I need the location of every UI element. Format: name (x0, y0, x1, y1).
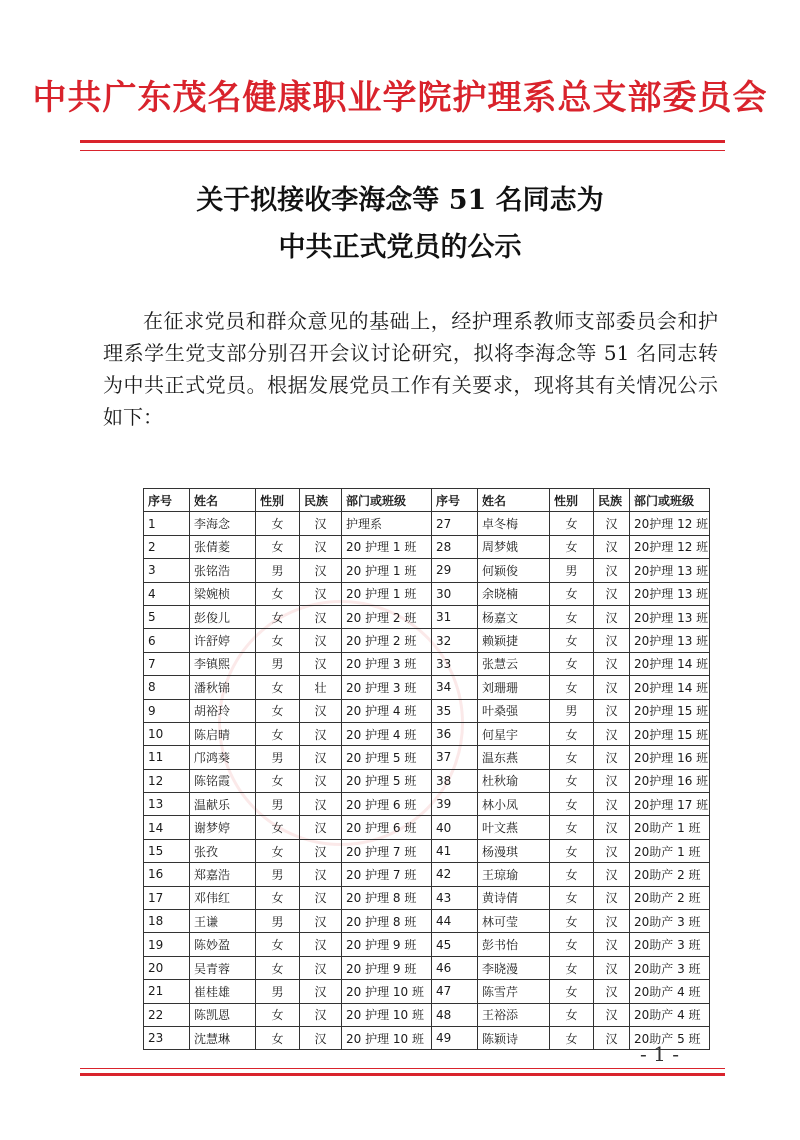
table-cell: 女 (550, 839, 594, 862)
table-cell: 王琼瑜 (478, 863, 550, 886)
table-row (144, 605, 710, 628)
table-cell: 卓冬梅 (478, 512, 550, 535)
table-cell: 20 护理 3 班 (342, 652, 432, 675)
table-cell: 20 护理 10 班 (342, 1026, 432, 1049)
table-cell: 女 (550, 629, 594, 652)
table-cell: 女 (550, 746, 594, 769)
table-cell: 郑嘉浩 (190, 863, 256, 886)
table-cell: 20 护理 4 班 (342, 699, 432, 722)
table-cell: 女 (550, 793, 594, 816)
table-cell: 温东燕 (478, 746, 550, 769)
table-cell: 20 护理 10 班 (342, 980, 432, 1003)
table-cell: 4 (144, 582, 190, 605)
table-cell: 女 (256, 769, 300, 792)
table-cell: 彭书怡 (478, 933, 550, 956)
table-cell: 女 (550, 722, 594, 745)
table-cell: 20 护理 6 班 (342, 793, 432, 816)
table-cell: 黄诗倩 (478, 886, 550, 909)
table-cell: 女 (256, 699, 300, 722)
table-cell: 汉 (300, 839, 342, 862)
table-cell: 何颖俊 (478, 559, 550, 582)
table-row (144, 676, 710, 699)
column-header: 姓名 (190, 489, 256, 512)
table-cell: 汉 (300, 559, 342, 582)
header-rule-thick (80, 140, 725, 143)
table-cell: 20护理 16 班 (630, 769, 710, 792)
table-body (144, 512, 710, 1050)
table-cell: 女 (550, 535, 594, 558)
table-cell: 男 (256, 910, 300, 933)
table-cell: 女 (256, 676, 300, 699)
table-cell: 47 (432, 980, 478, 1003)
table-row (144, 535, 710, 558)
table-cell: 38 (432, 769, 478, 792)
table-cell: 杨漫琪 (478, 839, 550, 862)
table-cell: 女 (256, 605, 300, 628)
footer-rule-thick (80, 1073, 725, 1076)
table-row (144, 1026, 710, 1049)
table-cell: 汉 (594, 910, 630, 933)
table-cell: 女 (550, 910, 594, 933)
table-cell: 20助产 1 班 (630, 816, 710, 839)
table-cell: 女 (256, 886, 300, 909)
table-cell: 20护理 14 班 (630, 676, 710, 699)
table-cell: 17 (144, 886, 190, 909)
table-cell: 20助产 3 班 (630, 933, 710, 956)
table-cell: 41 (432, 839, 478, 862)
column-header: 性别 (256, 489, 300, 512)
table-cell: 汉 (300, 629, 342, 652)
table-cell: 汉 (594, 605, 630, 628)
table-cell: 梁婉桢 (190, 582, 256, 605)
table-cell: 叶文燕 (478, 816, 550, 839)
table-cell: 张铭浩 (190, 559, 256, 582)
table-cell: 20 护理 7 班 (342, 839, 432, 862)
table-cell: 48 (432, 1003, 478, 1026)
table-row (144, 1003, 710, 1026)
table-cell: 46 (432, 956, 478, 979)
table-cell: 谢梦婷 (190, 816, 256, 839)
table-cell: 汉 (300, 1003, 342, 1026)
table-cell: 20 护理 1 班 (342, 559, 432, 582)
table-row (144, 816, 710, 839)
table-cell: 8 (144, 676, 190, 699)
table-cell: 33 (432, 652, 478, 675)
column-header: 部门或班级 (630, 489, 710, 512)
table-cell: 20护理 12 班 (630, 535, 710, 558)
table-cell: 女 (256, 839, 300, 862)
table-row (144, 886, 710, 909)
table-cell: 女 (550, 956, 594, 979)
header-rule-thin (80, 150, 725, 151)
table-cell: 王裕添 (478, 1003, 550, 1026)
table-cell: 汉 (594, 629, 630, 652)
table-cell: 女 (550, 863, 594, 886)
table-cell: 12 (144, 769, 190, 792)
table-cell: 女 (256, 512, 300, 535)
table-cell: 男 (256, 863, 300, 886)
table-cell: 20 护理 5 班 (342, 769, 432, 792)
table-cell: 20 护理 10 班 (342, 1003, 432, 1026)
table-cell: 女 (550, 886, 594, 909)
table-cell: 35 (432, 699, 478, 722)
table-cell: 张倩菱 (190, 535, 256, 558)
table-cell: 汉 (300, 746, 342, 769)
table-cell: 汉 (300, 956, 342, 979)
table-cell: 20护理 13 班 (630, 629, 710, 652)
table-row (144, 933, 710, 956)
table-cell: 10 (144, 722, 190, 745)
table-row (144, 793, 710, 816)
table-cell: 张慧云 (478, 652, 550, 675)
table-cell: 32 (432, 629, 478, 652)
column-header: 部门或班级 (342, 489, 432, 512)
table-cell: 汉 (594, 676, 630, 699)
table-cell: 赖颖捷 (478, 629, 550, 652)
table-cell: 陈颖诗 (478, 1026, 550, 1049)
table-cell: 20护理 13 班 (630, 582, 710, 605)
column-header: 性别 (550, 489, 594, 512)
table-cell: 李晓漫 (478, 956, 550, 979)
table-cell: 汉 (594, 699, 630, 722)
table-cell: 女 (550, 1026, 594, 1049)
table-cell: 沈慧琳 (190, 1026, 256, 1049)
table-cell: 男 (256, 980, 300, 1003)
table-cell: 20 护理 7 班 (342, 863, 432, 886)
table-cell: 汉 (594, 816, 630, 839)
table-cell: 5 (144, 605, 190, 628)
table-cell: 王谦 (190, 910, 256, 933)
table-cell: 杜秋瑜 (478, 769, 550, 792)
table-cell: 44 (432, 910, 478, 933)
column-header: 序号 (432, 489, 478, 512)
table-row (144, 769, 710, 792)
table-cell: 20护理 15 班 (630, 699, 710, 722)
table-cell: 男 (550, 699, 594, 722)
table-cell: 28 (432, 535, 478, 558)
table-cell: 汉 (594, 1003, 630, 1026)
table-cell: 汉 (594, 886, 630, 909)
org-header-title: 中共广东茂名健康职业学院护理系总支部委员会 (32, 78, 768, 118)
table-cell: 女 (550, 769, 594, 792)
table-cell: 汉 (594, 956, 630, 979)
table-cell: 2 (144, 535, 190, 558)
table-cell: 女 (256, 722, 300, 745)
table-cell: 女 (550, 933, 594, 956)
table-row (144, 582, 710, 605)
notice-body (103, 305, 718, 433)
table-cell: 汉 (300, 886, 342, 909)
table-cell: 胡裕玲 (190, 699, 256, 722)
table-cell: 20助产 3 班 (630, 910, 710, 933)
table-cell: 汉 (300, 605, 342, 628)
table-cell: 女 (256, 816, 300, 839)
table-cell: 20助产 4 班 (630, 980, 710, 1003)
table-row (144, 863, 710, 886)
column-header: 姓名 (478, 489, 550, 512)
table-cell: 女 (550, 1003, 594, 1026)
table-cell: 36 (432, 722, 478, 745)
table-cell: 女 (550, 582, 594, 605)
table-cell: 壮 (300, 676, 342, 699)
table-cell: 汉 (300, 652, 342, 675)
table-row (144, 559, 710, 582)
table-cell: 女 (550, 816, 594, 839)
table-cell: 7 (144, 652, 190, 675)
table-row (144, 699, 710, 722)
table-row (144, 722, 710, 745)
table-cell: 20 护理 2 班 (342, 629, 432, 652)
table-cell: 43 (432, 886, 478, 909)
table-cell: 女 (550, 652, 594, 675)
table-row (144, 839, 710, 862)
table-cell: 20 护理 9 班 (342, 933, 432, 956)
table-cell: 39 (432, 793, 478, 816)
table-cell: 20护理 16 班 (630, 746, 710, 769)
footer-rule-thin (80, 1068, 725, 1069)
table-cell: 20 护理 3 班 (342, 676, 432, 699)
table-row (144, 652, 710, 675)
table-cell: 20护理 14 班 (630, 652, 710, 675)
table-cell: 23 (144, 1026, 190, 1049)
table-cell: 杨嘉文 (478, 605, 550, 628)
table-cell: 汉 (594, 512, 630, 535)
table-cell: 女 (256, 582, 300, 605)
table-cell: 汉 (594, 582, 630, 605)
table-cell: 男 (256, 746, 300, 769)
table-cell: 陈铭霞 (190, 769, 256, 792)
table-cell: 汉 (594, 769, 630, 792)
table-cell: 汉 (300, 699, 342, 722)
table-cell: 45 (432, 933, 478, 956)
table-cell: 40 (432, 816, 478, 839)
table-cell: 女 (550, 980, 594, 1003)
table-cell: 20 护理 1 班 (342, 535, 432, 558)
table-cell: 许舒婷 (190, 629, 256, 652)
table-cell: 汉 (300, 980, 342, 1003)
table-cell: 20 (144, 956, 190, 979)
table-row (144, 746, 710, 769)
notice-title-line1: 关于拟接收李海念等 51 名同志为 (196, 185, 604, 216)
table-cell: 27 (432, 512, 478, 535)
table-cell: 女 (256, 1003, 300, 1026)
table-cell: 20 护理 4 班 (342, 722, 432, 745)
table-cell: 汉 (594, 1026, 630, 1049)
table-cell: 汉 (300, 816, 342, 839)
table-cell: 9 (144, 699, 190, 722)
table-cell: 潘秋锦 (190, 676, 256, 699)
table-row (144, 512, 710, 535)
table-cell: 林可莹 (478, 910, 550, 933)
table-cell: 21 (144, 980, 190, 1003)
table-cell: 男 (256, 652, 300, 675)
table-cell: 18 (144, 910, 190, 933)
notice-paragraph: 在征求党员和群众意见的基础上，经护理系教师支部委员会和护理系学生党支部分别召开会议讨论研究，拟将李海念等 51 名同志转为中共正式党员。根据发展党员工作有关要求，现将其有关情况公示如下： (103, 309, 718, 429)
table-cell: 汉 (594, 793, 630, 816)
table-cell: 邝鸿葵 (190, 746, 256, 769)
table-cell: 李镇熙 (190, 652, 256, 675)
table-row (144, 910, 710, 933)
notice-title-line2: 中共正式党员的公示 (278, 232, 522, 263)
table-cell: 14 (144, 816, 190, 839)
table-cell: 11 (144, 746, 190, 769)
table-cell: 陈启晴 (190, 722, 256, 745)
table-cell: 汉 (300, 1026, 342, 1049)
table-cell: 女 (256, 535, 300, 558)
table-cell: 汉 (594, 559, 630, 582)
table-cell: 女 (550, 605, 594, 628)
table-cell: 22 (144, 1003, 190, 1026)
table-cell: 汉 (594, 652, 630, 675)
table-cell: 刘珊珊 (478, 676, 550, 699)
table-cell: 20助产 2 班 (630, 886, 710, 909)
table-cell: 34 (432, 676, 478, 699)
page-number: - 1 - (640, 1042, 679, 1066)
table-cell: 20护理 12 班 (630, 512, 710, 535)
table-cell: 汉 (594, 839, 630, 862)
table-cell: 汉 (300, 535, 342, 558)
table-cell: 余晓楠 (478, 582, 550, 605)
table-cell: 汉 (300, 722, 342, 745)
table-cell: 汉 (300, 582, 342, 605)
table-cell: 崔桂雄 (190, 980, 256, 1003)
table-cell: 20 护理 8 班 (342, 910, 432, 933)
table-cell: 林小凤 (478, 793, 550, 816)
table-cell: 汉 (300, 769, 342, 792)
table-cell: 20助产 5 班 (630, 1026, 710, 1049)
table-cell: 女 (256, 629, 300, 652)
table-cell: 37 (432, 746, 478, 769)
table-cell: 女 (256, 933, 300, 956)
members-table (143, 488, 710, 1050)
table-cell: 20助产 3 班 (630, 956, 710, 979)
table-cell: 20助产 1 班 (630, 839, 710, 862)
table-cell: 汉 (594, 722, 630, 745)
table-cell: 男 (256, 793, 300, 816)
table-row (144, 629, 710, 652)
table-cell: 周梦娥 (478, 535, 550, 558)
table-cell: 20 护理 8 班 (342, 886, 432, 909)
table-cell: 20 护理 1 班 (342, 582, 432, 605)
column-header: 民族 (300, 489, 342, 512)
table-cell: 汉 (300, 910, 342, 933)
table-cell: 男 (550, 559, 594, 582)
table-cell: 彭俊儿 (190, 605, 256, 628)
table-cell: 1 (144, 512, 190, 535)
table-cell: 19 (144, 933, 190, 956)
table-cell: 汉 (594, 746, 630, 769)
table-cell: 护理系 (342, 512, 432, 535)
table-cell: 叶桑强 (478, 699, 550, 722)
table-cell: 陈凯恩 (190, 1003, 256, 1026)
table-cell: 20 护理 9 班 (342, 956, 432, 979)
table-cell: 陈妙盈 (190, 933, 256, 956)
table-cell: 女 (550, 676, 594, 699)
table-cell: 女 (256, 956, 300, 979)
table-cell: 男 (256, 559, 300, 582)
table-cell: 汉 (594, 980, 630, 1003)
table-cell: 女 (550, 512, 594, 535)
table-cell: 汉 (594, 863, 630, 886)
column-header: 民族 (594, 489, 630, 512)
table-cell: 吴青蓉 (190, 956, 256, 979)
table-cell: 张孜 (190, 839, 256, 862)
table-cell: 李海念 (190, 512, 256, 535)
table-cell: 49 (432, 1026, 478, 1049)
table-cell: 汉 (594, 535, 630, 558)
table-cell: 温献乐 (190, 793, 256, 816)
column-header: 序号 (144, 489, 190, 512)
table-cell: 15 (144, 839, 190, 862)
table-cell: 3 (144, 559, 190, 582)
table-cell: 邓伟红 (190, 886, 256, 909)
table-cell: 20护理 15 班 (630, 722, 710, 745)
table-cell: 汉 (300, 933, 342, 956)
table-cell: 汉 (300, 863, 342, 886)
table-cell: 20助产 4 班 (630, 1003, 710, 1026)
table-cell: 31 (432, 605, 478, 628)
table-cell: 16 (144, 863, 190, 886)
table-row (144, 980, 710, 1003)
table-cell: 29 (432, 559, 478, 582)
table-cell: 女 (256, 1026, 300, 1049)
table-cell: 13 (144, 793, 190, 816)
table-cell: 20 护理 2 班 (342, 605, 432, 628)
table-cell: 何星宇 (478, 722, 550, 745)
table-cell: 20护理 17 班 (630, 793, 710, 816)
table-cell: 汉 (594, 933, 630, 956)
table-cell: 20护理 13 班 (630, 605, 710, 628)
table-cell: 汉 (300, 512, 342, 535)
table-cell: 42 (432, 863, 478, 886)
table-cell: 20助产 2 班 (630, 863, 710, 886)
table-cell: 6 (144, 629, 190, 652)
table-cell: 30 (432, 582, 478, 605)
table-row (144, 956, 710, 979)
table-header-row (144, 489, 710, 512)
table-cell: 20护理 13 班 (630, 559, 710, 582)
table-cell: 汉 (300, 793, 342, 816)
table-cell: 20 护理 5 班 (342, 746, 432, 769)
table-cell: 20 护理 6 班 (342, 816, 432, 839)
table-cell: 陈雪芹 (478, 980, 550, 1003)
